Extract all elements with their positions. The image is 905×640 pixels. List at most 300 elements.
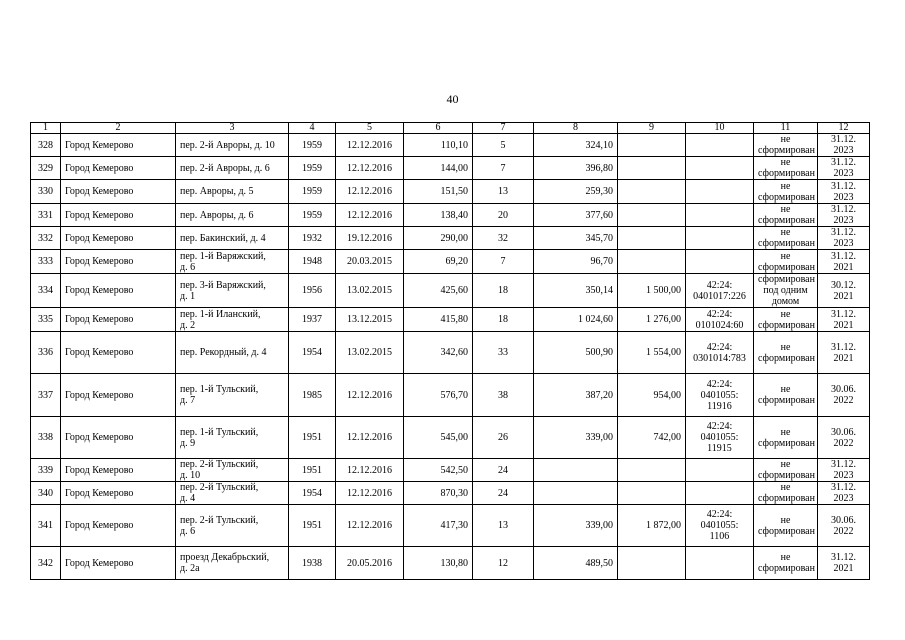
table-row: [31, 332, 870, 374]
address-line: пер. 3-й Варяжский,: [180, 279, 266, 291]
value-cell: 324,10: [534, 134, 618, 157]
row-number: 337: [31, 374, 61, 417]
address-cell: [176, 157, 289, 180]
value-cell: 1 024,60: [534, 308, 618, 332]
cadastral-line: 11916: [707, 400, 732, 412]
address-cell: [176, 274, 289, 308]
cadastral-cell: [686, 482, 754, 505]
status-line: под одним: [763, 285, 808, 296]
address-cell: [176, 180, 289, 204]
area-cell: 290,00: [404, 227, 473, 250]
cadastral-cell: [686, 204, 754, 227]
cadastral-cell: [686, 547, 754, 580]
cadastral-cell: [686, 157, 754, 180]
cadastral-line: 11915: [707, 443, 732, 454]
date-cell: 20.03.2015: [336, 250, 404, 274]
city-cell: Город Кемерово: [61, 505, 176, 547]
status-cell: [754, 308, 818, 332]
deadline-line: 2023: [833, 168, 854, 179]
status-cell: [754, 250, 818, 274]
cadastral-cell: [686, 227, 754, 250]
table-row: [31, 308, 870, 332]
city-cell: Город Кемерово: [61, 482, 176, 505]
col-header: 5: [336, 123, 404, 134]
status-cell: [754, 274, 818, 308]
deadline-line: 2023: [833, 470, 854, 481]
deadline-cell: [818, 180, 870, 204]
col-header: 1: [31, 123, 61, 134]
status-line: сформирован: [758, 525, 815, 537]
status-line: сформирован: [758, 493, 815, 504]
deadline-line: 2023: [833, 493, 854, 504]
year-cell: 1937: [289, 308, 336, 332]
col-header: 2: [61, 123, 176, 134]
deadline-line: 30.06.: [831, 384, 856, 395]
col-header: 11: [754, 123, 818, 134]
deadline-line: 2023: [833, 145, 854, 156]
status-line: не: [780, 341, 791, 353]
cadastral-line: 1106: [709, 531, 730, 542]
address-line: пер. Бакинский, д. 4: [180, 232, 266, 244]
land-area-cell: 1 554,00: [618, 332, 686, 374]
count-cell: 18: [473, 274, 534, 308]
date-cell: 12.12.2016: [336, 374, 404, 417]
value-cell: 387,20: [534, 374, 618, 417]
year-cell: 1959: [289, 157, 336, 180]
land-area-cell: [618, 459, 686, 482]
land-area-cell: [618, 157, 686, 180]
count-cell: 26: [473, 417, 534, 459]
date-cell: 12.12.2016: [336, 417, 404, 459]
address-line: пер. 2-й Тульский,: [180, 482, 259, 493]
address-line: д. 4: [180, 493, 196, 504]
deadline-line: 31.12.: [831, 204, 856, 215]
table-row: [31, 482, 870, 505]
count-cell: 33: [473, 332, 534, 374]
row-number: 341: [31, 505, 61, 547]
count-cell: 7: [473, 157, 534, 180]
cadastral-cell: [686, 332, 754, 374]
status-cell: [754, 204, 818, 227]
deadline-cell: [818, 204, 870, 227]
status-line: не: [780, 250, 791, 262]
address-line: д. 6: [180, 525, 196, 537]
row-number: 329: [31, 157, 61, 180]
table-row: [31, 180, 870, 204]
value-cell: 377,60: [534, 204, 618, 227]
address-cell: [176, 308, 289, 332]
row-number: 328: [31, 134, 61, 157]
deadline-line: 2023: [833, 238, 854, 249]
deadline-cell: [818, 157, 870, 180]
city-cell: Город Кемерово: [61, 204, 176, 227]
status-line: сформирован: [758, 215, 815, 226]
status-cell: [754, 459, 818, 482]
status-line: сформирован: [758, 319, 815, 331]
cadastral-cell: [686, 374, 754, 417]
status-line: не: [780, 459, 791, 470]
address-cell: [176, 505, 289, 547]
city-cell: Город Кемерово: [61, 308, 176, 332]
address-line: пер. 2-й Авроры, д. 6: [180, 162, 270, 174]
status-cell: [754, 332, 818, 374]
year-cell: 1951: [289, 417, 336, 459]
table-row: [31, 547, 870, 580]
address-line: пер. Рекордный, д. 4: [180, 347, 267, 358]
status-line: не: [780, 552, 791, 563]
address-line: д. 2: [180, 319, 196, 331]
cadastral-line: 42:24:: [706, 308, 733, 320]
count-cell: 12: [473, 547, 534, 580]
city-cell: Город Кемерово: [61, 134, 176, 157]
value-cell: 345,70: [534, 227, 618, 250]
deadline-line: 30.12.: [831, 279, 856, 291]
year-cell: 1951: [289, 505, 336, 547]
deadline-cell: [818, 459, 870, 482]
status-line: сформирован: [758, 437, 815, 449]
deadline-line: 2023: [833, 215, 854, 226]
address-line: пер. 2-й Тульский,: [180, 459, 259, 470]
area-cell: 151,50: [404, 180, 473, 204]
area-cell: 545,00: [404, 417, 473, 459]
value-cell: 259,30: [534, 180, 618, 204]
deadline-line: 2021: [833, 352, 854, 364]
land-area-cell: [618, 250, 686, 274]
address-line: пер. 1-й Тульский,: [180, 426, 259, 438]
area-cell: 69,20: [404, 250, 473, 274]
row-number: 332: [31, 227, 61, 250]
status-line: не: [780, 204, 791, 215]
area-cell: 130,80: [404, 547, 473, 580]
date-cell: 12.12.2016: [336, 482, 404, 505]
deadline-cell: [818, 505, 870, 547]
area-cell: 144,00: [404, 157, 473, 180]
table-row: [31, 417, 870, 459]
deadline-line: 31.12.: [831, 227, 856, 238]
count-cell: 32: [473, 227, 534, 250]
table-row: [31, 250, 870, 274]
address-line: д. 10: [180, 470, 201, 481]
deadline-line: 2022: [833, 395, 854, 406]
table-row: [31, 227, 870, 250]
land-area-cell: 954,00: [618, 374, 686, 417]
status-cell: [754, 505, 818, 547]
status-line: не: [780, 514, 791, 526]
cadastral-line: 0401055:: [700, 520, 739, 531]
cadastral-line: 42:24:: [706, 341, 733, 353]
area-cell: 110,10: [404, 134, 473, 157]
status-line: не: [780, 227, 791, 238]
address-line: пер. 2-й Тульский,: [180, 514, 259, 526]
row-number: 340: [31, 482, 61, 505]
city-cell: Город Кемерово: [61, 374, 176, 417]
value-cell: 396,80: [534, 157, 618, 180]
count-cell: 5: [473, 134, 534, 157]
cadastral-cell: [686, 274, 754, 308]
cadastral-line: 0101024:60: [695, 319, 744, 331]
land-area-cell: [618, 180, 686, 204]
table-row: [31, 459, 870, 482]
date-cell: 20.05.2016: [336, 547, 404, 580]
deadline-line: 31.12.: [831, 482, 856, 493]
deadline-line: 31.12.: [831, 308, 856, 320]
city-cell: Город Кемерово: [61, 332, 176, 374]
status-line: сформирован: [758, 238, 815, 249]
status-line: сформирован: [758, 352, 815, 364]
deadline-cell: [818, 332, 870, 374]
cadastral-line: 42:24:: [706, 279, 733, 291]
count-cell: 38: [473, 374, 534, 417]
year-cell: 1951: [289, 459, 336, 482]
date-cell: 13.02.2015: [336, 332, 404, 374]
land-area-cell: 1 500,00: [618, 274, 686, 308]
date-cell: 13.02.2015: [336, 274, 404, 308]
deadline-cell: [818, 308, 870, 332]
status-line: не: [780, 482, 791, 493]
address-cell: [176, 250, 289, 274]
deadline-line: 31.12.: [831, 157, 856, 168]
column-number-header: [31, 123, 870, 134]
table-row: [31, 274, 870, 308]
status-line: не: [780, 180, 791, 192]
address-cell: [176, 482, 289, 505]
address-cell: [176, 374, 289, 417]
deadline-line: 31.12.: [831, 134, 856, 145]
date-cell: 13.12.2015: [336, 308, 404, 332]
deadline-cell: [818, 227, 870, 250]
row-number: 342: [31, 547, 61, 580]
value-cell: 96,70: [534, 250, 618, 274]
year-cell: 1956: [289, 274, 336, 308]
deadline-line: 2021: [833, 563, 854, 574]
deadline-cell: [818, 374, 870, 417]
year-cell: 1959: [289, 204, 336, 227]
address-line: д. 1: [180, 290, 196, 302]
table-row: [31, 204, 870, 227]
city-cell: Город Кемерово: [61, 250, 176, 274]
deadline-cell: [818, 274, 870, 308]
area-cell: 417,30: [404, 505, 473, 547]
address-line: пер. 1-й Варяжский,: [180, 250, 266, 262]
address-cell: [176, 459, 289, 482]
status-cell: [754, 547, 818, 580]
address-line: д. 2а: [180, 563, 200, 574]
deadline-line: 31.12.: [831, 180, 856, 192]
address-cell: [176, 417, 289, 459]
count-cell: 18: [473, 308, 534, 332]
deadline-line: 31.12.: [831, 459, 856, 470]
deadline-cell: [818, 417, 870, 459]
count-cell: 7: [473, 250, 534, 274]
address-line: пер. Авроры, д. 6: [180, 209, 254, 221]
count-cell: 13: [473, 180, 534, 204]
deadline-line: 30.06.: [831, 514, 856, 526]
status-line: не: [780, 426, 791, 438]
city-cell: Город Кемерово: [61, 417, 176, 459]
land-area-cell: [618, 482, 686, 505]
year-cell: 1985: [289, 374, 336, 417]
year-cell: 1954: [289, 332, 336, 374]
land-area-cell: 742,00: [618, 417, 686, 459]
address-cell: [176, 547, 289, 580]
status-cell: [754, 180, 818, 204]
status-line: сформирован: [758, 261, 815, 273]
col-header: 3: [176, 123, 289, 134]
status-cell: [754, 374, 818, 417]
table-row: [31, 374, 870, 417]
cadastral-cell: [686, 250, 754, 274]
cadastral-cell: [686, 417, 754, 459]
value-cell: 489,50: [534, 547, 618, 580]
land-area-cell: 1 872,00: [618, 505, 686, 547]
count-cell: 24: [473, 459, 534, 482]
status-line: сформирован: [758, 470, 815, 481]
address-cell: [176, 204, 289, 227]
status-cell: [754, 482, 818, 505]
col-header: 10: [686, 123, 754, 134]
city-cell: Город Кемерово: [61, 180, 176, 204]
value-cell: [534, 482, 618, 505]
row-number: 334: [31, 274, 61, 308]
cadastral-line: 42:24:: [706, 378, 733, 390]
value-cell: 500,90: [534, 332, 618, 374]
deadline-line: 2021: [833, 261, 854, 273]
deadline-line: 31.12.: [831, 552, 856, 563]
year-cell: 1954: [289, 482, 336, 505]
cadastral-line: 42:24:: [706, 421, 733, 432]
cadastral-cell: [686, 308, 754, 332]
area-cell: 870,30: [404, 482, 473, 505]
count-cell: 20: [473, 204, 534, 227]
status-line: сформирован: [758, 563, 815, 574]
deadline-line: 30.06.: [831, 426, 856, 438]
address-cell: [176, 332, 289, 374]
address-line: д. 7: [180, 395, 196, 406]
date-cell: 12.12.2016: [336, 180, 404, 204]
land-area-cell: 1 276,00: [618, 308, 686, 332]
date-cell: 12.12.2016: [336, 459, 404, 482]
value-cell: [534, 459, 618, 482]
address-line: д. 9: [180, 437, 196, 449]
table-row: [31, 157, 870, 180]
deadline-line: 2022: [833, 437, 854, 449]
city-cell: Город Кемерово: [61, 459, 176, 482]
status-line: не: [780, 384, 791, 395]
deadline-cell: [818, 134, 870, 157]
row-number: 331: [31, 204, 61, 227]
status-line: сформирован: [758, 145, 815, 156]
housing-table: [30, 122, 870, 580]
col-header: 6: [404, 123, 473, 134]
row-number: 330: [31, 180, 61, 204]
year-cell: 1948: [289, 250, 336, 274]
land-area-cell: [618, 547, 686, 580]
area-cell: 425,60: [404, 274, 473, 308]
city-cell: Город Кемерово: [61, 274, 176, 308]
address-cell: [176, 134, 289, 157]
row-number: 335: [31, 308, 61, 332]
year-cell: 1959: [289, 134, 336, 157]
area-cell: 576,70: [404, 374, 473, 417]
table-row: [31, 505, 870, 547]
table-row: [31, 134, 870, 157]
deadline-cell: [818, 482, 870, 505]
deadline-line: 2021: [833, 319, 854, 331]
address-line: пер. 1-й Иланский,: [180, 308, 261, 320]
cadastral-line: 0401055:: [700, 389, 739, 401]
area-cell: 342,60: [404, 332, 473, 374]
value-cell: 339,00: [534, 417, 618, 459]
year-cell: 1959: [289, 180, 336, 204]
date-cell: 12.12.2016: [336, 134, 404, 157]
city-cell: Город Кемерово: [61, 547, 176, 580]
address-cell: [176, 227, 289, 250]
count-cell: 13: [473, 505, 534, 547]
cadastral-line: 0301014:783: [693, 352, 746, 364]
address-line: д. 6: [180, 261, 196, 273]
status-line: сформирован: [758, 191, 815, 203]
status-line: домом: [771, 296, 800, 307]
value-cell: 339,00: [534, 505, 618, 547]
status-cell: [754, 417, 818, 459]
row-number: 333: [31, 250, 61, 274]
address-line: пер. Авроры, д. 5: [180, 186, 254, 197]
status-line: не: [780, 157, 791, 168]
col-header: 4: [289, 123, 336, 134]
row-number: 339: [31, 459, 61, 482]
value-cell: 350,14: [534, 274, 618, 308]
status-cell: [754, 157, 818, 180]
address-line: пер. 2-й Авроры, д. 10: [180, 139, 275, 151]
deadline-cell: [818, 547, 870, 580]
col-header: 8: [534, 123, 618, 134]
area-cell: 138,40: [404, 204, 473, 227]
deadline-line: 31.12.: [831, 341, 856, 353]
land-area-cell: [618, 204, 686, 227]
city-cell: Город Кемерово: [61, 157, 176, 180]
deadline-line: 31.12.: [831, 250, 856, 262]
year-cell: 1932: [289, 227, 336, 250]
status-cell: [754, 134, 818, 157]
city-cell: Город Кемерово: [61, 227, 176, 250]
deadline-line: 2021: [833, 290, 854, 302]
area-cell: 542,50: [404, 459, 473, 482]
col-header: 7: [473, 123, 534, 134]
status-cell: [754, 227, 818, 250]
page-number: 40: [446, 92, 459, 106]
cadastral-cell: [686, 180, 754, 204]
status-line: сформирован: [758, 274, 815, 285]
deadline-line: 2022: [833, 525, 854, 537]
date-cell: 12.12.2016: [336, 204, 404, 227]
col-header: 12: [818, 123, 870, 134]
address-line: проезд Декабрьский,: [180, 552, 270, 563]
status-line: не: [780, 134, 791, 145]
date-cell: 12.12.2016: [336, 505, 404, 547]
count-cell: 24: [473, 482, 534, 505]
cadastral-cell: [686, 505, 754, 547]
land-area-cell: [618, 134, 686, 157]
status-line: не: [780, 308, 791, 320]
row-number: 336: [31, 332, 61, 374]
cadastral-line: 0401017:226: [693, 290, 746, 302]
col-header: 9: [618, 123, 686, 134]
land-area-cell: [618, 227, 686, 250]
status-line: сформирован: [758, 168, 815, 179]
date-cell: 12.12.2016: [336, 157, 404, 180]
row-number: 338: [31, 417, 61, 459]
date-cell: 19.12.2016: [336, 227, 404, 250]
